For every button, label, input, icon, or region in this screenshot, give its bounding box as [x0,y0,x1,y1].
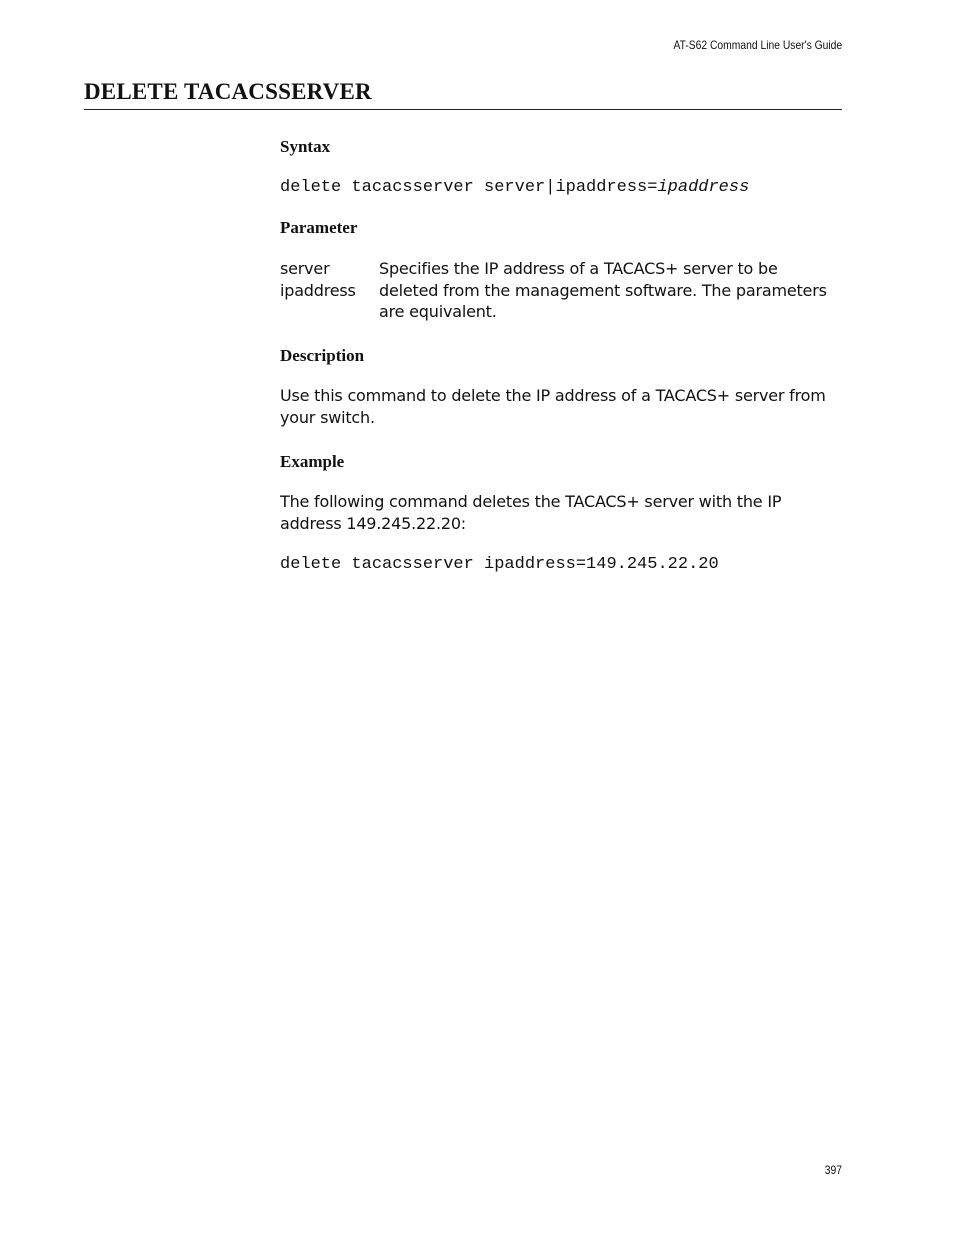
parameter-name-ipaddress: ipaddress [280,280,356,300]
syntax-heading: Syntax [280,137,331,156]
running-header: AT-S62 Command Line User's Guide [673,38,842,52]
page-title: DELETE TACACSSERVER [84,79,372,104]
parameter-name-server: server [280,259,330,278]
description-heading: Description [280,346,365,365]
syntax-variable: ipaddress [657,178,750,197]
example-heading: Example [280,452,345,471]
parameter-description: Specifies the IP address of a TACACS+ server to be deleted from the management software. The parameters are equivalent. [379,259,827,321]
parameter-heading: Parameter [280,218,358,237]
example-text: The following command deletes the TACACS+ server with the IP address 149.245.22.20: [280,492,782,533]
page-number: 397 [824,1163,842,1177]
description-text: Use this command to delete the IP address of a TACACS+ server from your switch. [280,386,826,427]
syntax-command [280,178,749,197]
parameter-names [280,258,356,301]
title-divider [84,109,842,110]
example-command: delete tacacsserver ipaddress=149.245.22.20 [280,555,719,574]
syntax-command-text: delete tacacsserver server|ipaddress= [280,178,658,197]
